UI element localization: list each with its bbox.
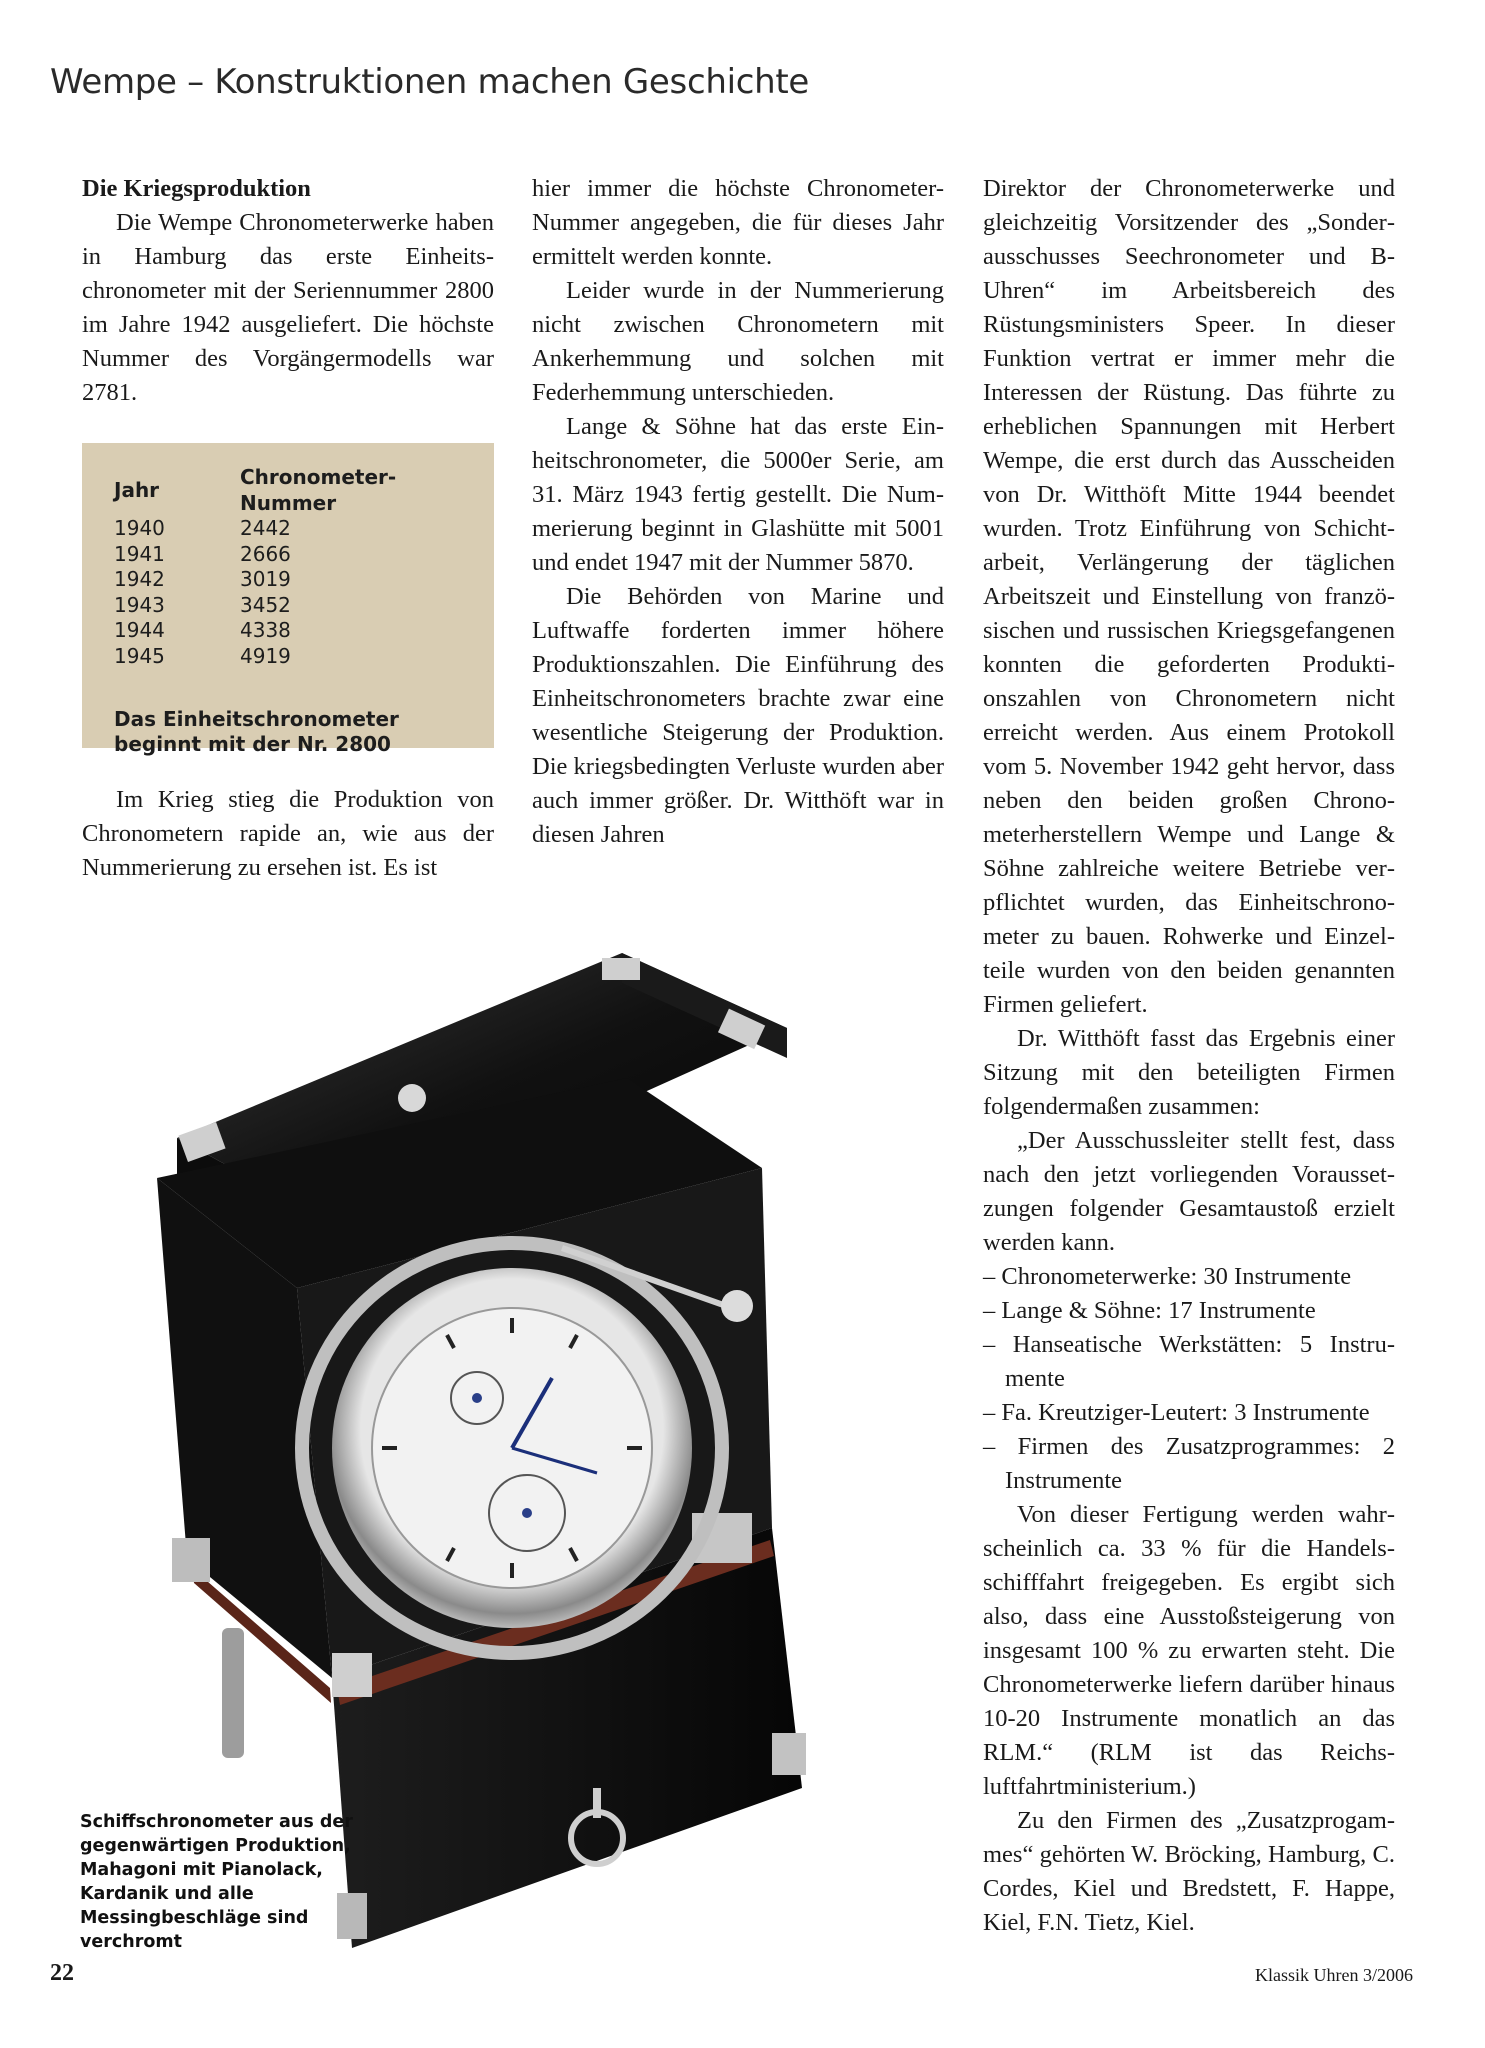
infobox-note: Das Einheitschronometer beginnt mit der Nr. 2800 — [114, 707, 399, 756]
row-number: 2666 — [240, 541, 291, 566]
list-item: – Lange & Söhne: 17 Instrumente — [983, 1297, 1316, 1324]
production-infobox — [82, 443, 494, 756]
row-number: 2442 — [240, 516, 291, 540]
page-header-title: Wempe – Konstruktionen machen Geschichte — [50, 62, 810, 102]
header-number: Chronometer-Nummer — [240, 465, 397, 515]
row-number: 3452 — [240, 592, 291, 617]
table-row — [114, 542, 462, 568]
row-year: 1943 — [114, 592, 165, 617]
col3-paragraph-3: Von dieser Fertigung werden wahrscheinlich ca. 33 % für die Handelsschifffahrt freigegeben. Es ergibt sich also, dass eine Ausstoßsteigerung von insgesamt 100 % zu erwarten steht. Die Chronometerwerke liefern darüber hinaus 10-20 Instrumente monatlich an das RLM.“ (RLM ist das Reichsluftfahrtministerium.) — [983, 1501, 1395, 1800]
col1-paragraph-1: Die Wempe Chronometerwerke haben in Hamburg das erste Einheitschronometer mit der Seriennummer 2800 im Jahre 1942 ausgeliefert. Die höchste Nummer des Vorgängermodells war 2781. — [82, 209, 494, 406]
column-2 — [532, 172, 944, 852]
col3-paragraph-2: Dr. Witthöft fasst das Ergebnis einer Sitzung mit den beteiligten Firmen folgendermaßen zusammen: — [983, 1025, 1395, 1120]
col3-quote: „Der Ausschussleiter stellt fest, dass nach den jetzt vorliegenden Voraussetzungen folgender Gesamtaustoß erzielt werden kann. — [983, 1127, 1395, 1256]
row-year: 1940 — [114, 516, 165, 540]
table-row — [114, 516, 462, 542]
table-row — [114, 618, 462, 644]
list-item: – Hanseatische Werkstätten: 5 Instrumente — [983, 1331, 1395, 1392]
col2-paragraph-3: Lange & Söhne hat das erste Einheitschronometer, die 5000er Serie, am 31. März 1943 fertig gestellt. Die Nummerierung beginnt in Glashütte mit 5001 und endet 1947 mit der Nummer 5870. — [532, 413, 944, 576]
magazine-footer: Klassik Uhren 3/2006 — [1255, 1965, 1413, 1985]
row-year: 1944 — [114, 618, 165, 642]
list-item: – Chronometerwerke: 30 Instrumente — [983, 1263, 1352, 1290]
col3-paragraph-4: Zu den Firmen des „Zusatzprogammes“ gehörten W. Bröcking, Hamburg, C. Cordes, Kiel und Bredstett, F. Happe, Kiel, F.N. Tietz, Kiel. — [983, 1807, 1395, 1936]
row-number: 4338 — [240, 618, 291, 642]
table-row — [114, 644, 462, 670]
col2-paragraph-4: Die Behörden von Marine und Luftwaffe forderten immer höhere Produktionszahlen. Die Einführung des Einheitschronometers brachte zwar eine wesentliche Steigerung der Produktion. Die kriegsbedingten Verluste wurden aber auch immer größer. Dr. Witthöft war in diesen Jahren — [532, 583, 944, 848]
column-3 — [983, 172, 1395, 1940]
table-header-row — [114, 465, 462, 516]
table-row — [114, 593, 462, 619]
col2-paragraph-1: hier immer die höchste Chronometer-Nummer angegeben, die für dieses Jahr ermittelt werden konnte. — [532, 175, 944, 270]
column-1-bottom — [82, 783, 494, 885]
section-subhead: Die Kriegsproduktion — [82, 175, 311, 202]
col3-paragraph-1: Direktor der Chronometerwerke und gleichzeitig Vorsitzender des „Sonderausschusses Seechronometer und B-Uhren“ im Arbeitsbereich des Rüstungsministers Speer. In dieser Funktion vertrat er immer mehr die Interessen der Rüstung. Das führte zu erheblichen Spannungen mit Herbert Wempe, die erst durch das Ausscheiden von Dr. Witthöft Mitte 1944 beendet wurden. Trotz Einführung von Schichtarbeit, Verlängerung der täglichen Arbeitszeit und Einstellung von französischen und russischen Kriegsgefangenen konnten die geforderten Produktionszahlen von Chronometern nicht erreicht werden. Aus einem Protokoll vom 5. November 1942 geht hervor, dass neben den beiden großen Chronometerherstellern Wempe und Lange & Söhne zahlreiche weitere Betriebe verpflichtet wurden, das Einheitschronometer zu bauen. Rohwerke und Einzelteile wurden von den beiden genannten Firmen geliefert. — [983, 175, 1395, 1018]
row-number: 4919 — [240, 643, 291, 668]
row-year: 1945 — [114, 643, 165, 668]
column-1-top — [82, 172, 494, 410]
list-item: – Firmen des Zusatzprogrammes: 2 Instrumente — [983, 1433, 1395, 1494]
header-year: Jahr — [114, 477, 160, 502]
production-table — [114, 465, 462, 669]
col1-paragraph-2: Im Krieg stieg die Produktion von Chronometern rapide an, wie aus der Nummerierung zu ersehen ist. Es ist — [82, 786, 494, 881]
table-row — [114, 567, 462, 593]
photo-caption: Schiffschronometer aus der gegenwärtigen Produktion, Mahagoni mit Pianolack, Kardanik und alle Messingbeschläge sind verchromt — [80, 1812, 353, 1952]
list-item: – Fa. Kreutziger-Leutert: 3 Instrumente — [983, 1399, 1370, 1426]
col2-paragraph-2: Leider wurde in der Nummerierung nicht zwischen Chronometern mit Ankerhemmung und solchen mit Federhemmung unterschieden. — [532, 277, 944, 406]
row-number: 3019 — [240, 567, 291, 591]
row-year: 1942 — [114, 567, 165, 591]
row-year: 1941 — [114, 541, 165, 566]
page-number: 22 — [50, 1960, 74, 1986]
chronometer-photo — [82, 928, 902, 1958]
